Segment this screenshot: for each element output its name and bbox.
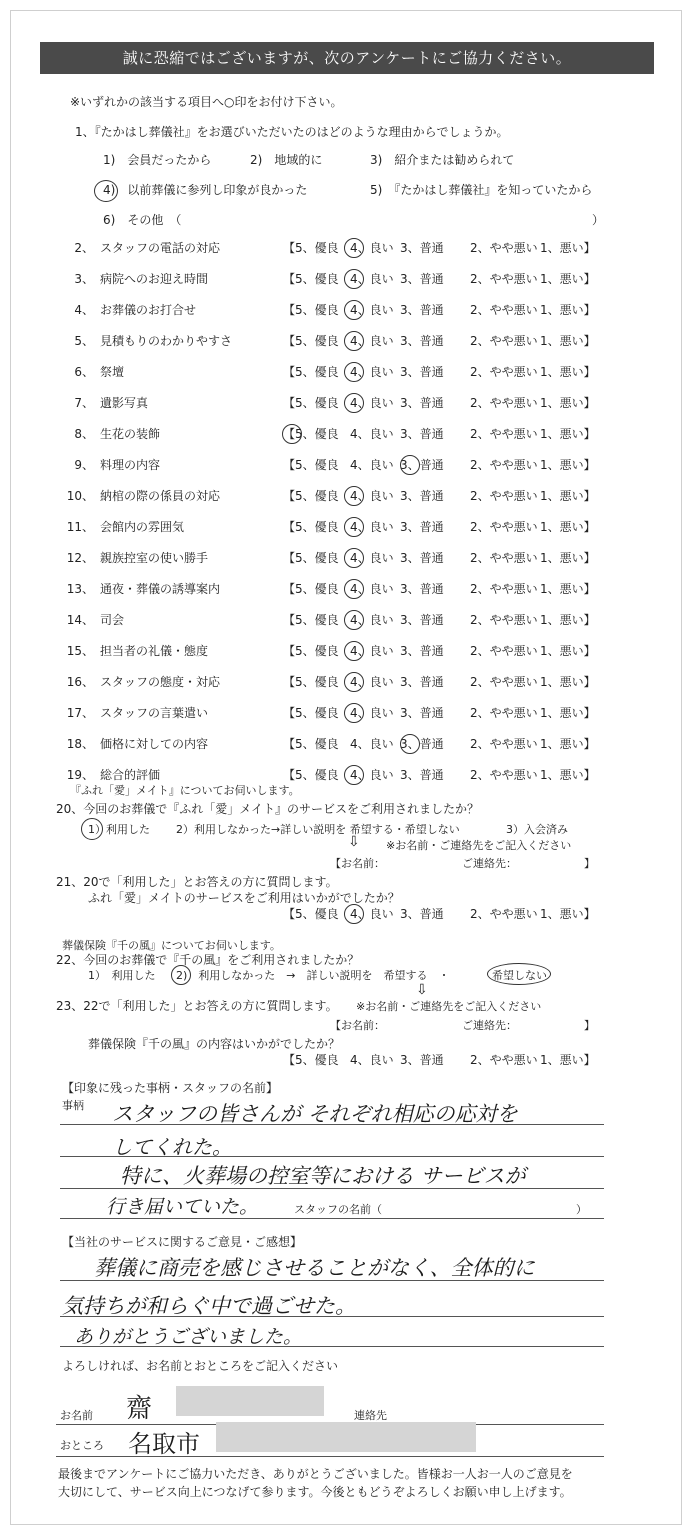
contact-address-value: 名取市 (128, 1430, 200, 1458)
rating-number: 8、 (74, 427, 94, 441)
rating-scale-c4: 4、良い (350, 303, 394, 317)
down-arrow-icon: ⇩ (416, 982, 428, 998)
rating-scale-c2: 2、やや悪い (470, 272, 538, 286)
rating-scale-c2: 2、やや悪い (470, 551, 538, 565)
insurance-intro: 葬儀保険『千の風』についてお伺いします。 (62, 939, 281, 952)
rating-number: 9、 (74, 458, 94, 472)
impression-line-4: 行き届いていた。 (106, 1196, 259, 1218)
rating-scale-c3: 3、普通 (400, 706, 444, 720)
q1-option-1: 1) 会員だったから (103, 153, 212, 167)
rating-number: 16、 (66, 675, 94, 689)
friend-intro: 『ふれ「愛」メイト』についてお伺いします。 (70, 784, 300, 797)
rating-scale-close: 1、悪い】 (540, 427, 596, 441)
rating-scale-c3: 3、普通 (400, 458, 444, 472)
contact-name-value: 齋 (126, 1394, 153, 1424)
rating-scale-c4: 4、良い (350, 520, 394, 534)
rating-scale-open: 【5、優良 (283, 427, 339, 441)
rating-scale-c3: 3、普通 (400, 427, 444, 441)
rating-scale-open: 【5、優良 (283, 613, 339, 627)
rating-scale-c3: 3、普通 (400, 365, 444, 379)
q1-option-2: 2) 地域的に (250, 153, 323, 167)
rating-scale-open: 【5、優良 (283, 737, 339, 751)
rating-scale-close: 1、悪い】 (540, 365, 596, 379)
redaction-box (216, 1422, 476, 1452)
instruction: ※いずれかの該当する項目へ○印をお付け下さい。 (70, 95, 343, 109)
rating-scale-c2: 2、やや悪い (470, 458, 538, 472)
rating-scale-open: 【5、優良 (283, 365, 339, 379)
q21-scale-c2: 2、やや悪い (470, 907, 538, 921)
rating-scale-close: 1、悪い】 (540, 551, 596, 565)
q21-subquestion: ふれ「愛」メイトのサービスをご利用はいかがでしたか？ (88, 891, 400, 905)
q20-name-label: 【お名前： (330, 857, 385, 870)
rating-number: 12、 (66, 551, 94, 565)
rating-scale-c2: 2、やや悪い (470, 582, 538, 596)
rating-label: 見積もりのわかりやすさ (100, 334, 233, 348)
writing-line (60, 1280, 604, 1281)
rating-scale-c3: 3、普通 (400, 241, 444, 255)
q1-option-5: 5) 『たかはし葬儀社』を知っていたから (370, 183, 593, 197)
rating-scale-c4: 4、良い (350, 706, 394, 720)
q21-scale-open: 【5、優良 (283, 907, 339, 921)
q23-name-label: 【お名前： (330, 1019, 385, 1032)
rating-scale-c4: 4、良い (350, 458, 394, 472)
rating-scale-c4: 4、良い (350, 365, 394, 379)
rating-scale-open: 【5、優良 (283, 582, 339, 596)
rating-scale-c2: 2、やや悪い (470, 706, 538, 720)
rating-scale-close: 1、悪い】 (540, 334, 596, 348)
rating-number: 14、 (66, 613, 94, 627)
rating-scale-c3: 3、普通 (400, 303, 444, 317)
rating-scale-c4: 4、良い (350, 272, 394, 286)
rating-number: 4、 (74, 303, 94, 317)
writing-line (60, 1316, 604, 1317)
rating-scale-c2: 2、やや悪い (470, 737, 538, 751)
rating-scale-open: 【5、優良 (283, 303, 339, 317)
rating-scale-c3: 3、普通 (400, 272, 444, 286)
rating-scale-c3: 3、普通 (400, 768, 444, 782)
rating-number: 17、 (66, 706, 94, 720)
rating-label: スタッフの電話の対応 (100, 241, 221, 255)
impression-line-3: 特に、火葬場の控室等における サービスが (120, 1164, 526, 1188)
survey-header: 誠に恐縮ではございますが、次のアンケートにご協力ください。 (40, 42, 654, 74)
rating-scale-c2: 2、やや悪い (470, 489, 538, 503)
selection-circle (344, 548, 364, 568)
rating-scale-c4: 4、良い (350, 768, 394, 782)
rating-label: 納棺の際の係員の対応 (100, 489, 221, 503)
rating-scale-open: 【5、優良 (283, 551, 339, 565)
q20-close: 】 (584, 857, 595, 870)
selection-circle (344, 904, 364, 924)
rating-number: 10、 (66, 489, 94, 503)
impression-line-1: スタッフの皆さんが それぞれ相応の応対を (112, 1102, 518, 1126)
rating-scale-close: 1、悪い】 (540, 272, 596, 286)
rating-label: 通夜・葬儀の誘導案内 (100, 582, 221, 596)
rating-scale-c4: 4、良い (350, 334, 394, 348)
contact-prompt: よろしければ、お名前とおところをご記入ください (62, 1359, 339, 1373)
rating-scale-c3: 3、普通 (400, 675, 444, 689)
q21-scale-c3: 3、普通 (400, 907, 444, 921)
rating-scale-c2: 2、やや悪い (470, 427, 538, 441)
rating-scale-c4: 4、良い (350, 396, 394, 410)
rating-scale-open: 【5、優良 (283, 768, 339, 782)
q22-question: 22、今回のお葬儀で『千の風』をご利用されましたか？ (56, 953, 360, 967)
rating-scale-close: 1、悪い】 (540, 675, 596, 689)
rating-scale-close: 1、悪い】 (540, 520, 596, 534)
opinion-heading: 【当社のサービスに関するご意見・ご感想】 (62, 1235, 303, 1249)
rating-scale-c2: 2、やや悪い (470, 768, 538, 782)
q20-option-2: 2）利用しなかった→詳しい説明を 希望する・希望しない (176, 823, 460, 836)
rating-scale-c3: 3、普通 (400, 582, 444, 596)
q1-question: 1、『たかはし葬儀社』をお選びいただいたのはどのような理由からでしょうか。 (75, 125, 509, 139)
q1-option-4: 4) 以前葬儀に参列し印象が良かった (103, 183, 308, 197)
rating-scale-c3: 3、普通 (400, 644, 444, 658)
rating-label: 担当者の礼儀・態度 (100, 644, 209, 658)
rating-number: 2、 (74, 241, 94, 255)
rating-scale-c3: 3、普通 (400, 520, 444, 534)
q23-contact-note: ※お名前・ご連絡先をご記入ください (356, 1000, 542, 1013)
rating-number: 3、 (74, 272, 94, 286)
q23-question: 23、22で「利用した」とお答えの方に質問します。 (56, 999, 338, 1013)
rating-scale-c2: 2、やや悪い (470, 303, 538, 317)
q20-option-1: 1）利用した (88, 823, 150, 836)
footer-line-2: 大切にして、サービス向上につなげて参ります。今後ともどうぞよろしくお願い申し上げます。 (58, 1485, 572, 1499)
selection-circle (400, 455, 420, 475)
q22-option-2: 2) 利用しなかった → 詳しい説明を 希望する ・ (176, 969, 450, 982)
rating-scale-c4: 4、良い (350, 737, 394, 751)
rating-scale-close: 1、悪い】 (540, 489, 596, 503)
q21-scale-close: 1、悪い】 (540, 907, 596, 921)
rating-label: 総合的評価 (100, 768, 161, 782)
rating-label: 生花の装飾 (100, 427, 161, 441)
writing-line (60, 1346, 604, 1347)
selection-circle (344, 641, 364, 661)
rating-label: 親族控室の使い勝手 (100, 551, 209, 565)
rating-scale-c4: 4、良い (350, 582, 394, 596)
rating-scale-c4: 4、良い (350, 551, 394, 565)
selection-circle (344, 579, 364, 599)
rating-scale-open: 【5、優良 (283, 675, 339, 689)
rating-scale-close: 1、悪い】 (540, 582, 596, 596)
rating-scale-c4: 4、良い (350, 675, 394, 689)
rating-scale-c3: 3、普通 (400, 489, 444, 503)
q21-question: 21、20で「利用した」とお答えの方に質問します。 (56, 875, 338, 889)
impression-heading: 【印象に残った事柄・スタッフの名前】 (62, 1081, 279, 1095)
rating-scale-open: 【5、優良 (283, 644, 339, 658)
selection-circle (344, 610, 364, 630)
selection-circle (344, 300, 364, 320)
q23-scale-c2: 2、やや悪い (470, 1053, 538, 1067)
rating-label: お葬儀のお打合せ (100, 303, 197, 317)
rating-scale-close: 1、悪い】 (540, 613, 596, 627)
rating-scale-c2: 2、やや悪い (470, 613, 538, 627)
impression-line-2: してくれた。 (112, 1135, 232, 1159)
rating-number: 19、 (66, 768, 94, 782)
impression-label: 事柄 (62, 1099, 84, 1112)
rating-label: 祭壇 (100, 365, 125, 379)
rating-number: 13、 (66, 582, 94, 596)
rating-scale-c4: 4、良い (350, 427, 394, 441)
rating-scale-c3: 3、普通 (400, 551, 444, 565)
opinion-line-1: 葬儀に商売を感じさせることがなく、全体的に (94, 1256, 535, 1280)
selection-circle (400, 734, 420, 754)
rating-scale-close: 1、悪い】 (540, 737, 596, 751)
rating-label: スタッフの態度・対応 (100, 675, 221, 689)
rating-scale-open: 【5、優良 (283, 489, 339, 503)
rating-scale-c3: 3、普通 (400, 334, 444, 348)
redaction-box (176, 1386, 324, 1416)
footer-line-1: 最後までアンケートにご協力いただき、ありがとうございました。皆様お一人お一人のご意見を (58, 1467, 573, 1481)
rating-number: 7、 (74, 396, 94, 410)
selection-circle (344, 393, 364, 413)
rating-label: 遺影写真 (100, 396, 149, 410)
rating-label: 司会 (100, 613, 125, 627)
rating-number: 6、 (74, 365, 94, 379)
opinion-line-3: ありがとうございました。 (74, 1326, 303, 1348)
rating-label: 病院へのお迎え時間 (100, 272, 209, 286)
q23-scale-open: 【5、優良 (283, 1053, 339, 1067)
contact-renraku-label: 連絡先 (354, 1409, 387, 1422)
rating-number: 5、 (74, 334, 94, 348)
selection-circle (344, 672, 364, 692)
q23-close: 】 (584, 1019, 595, 1032)
q22-option-1: 1） 利用した (88, 969, 156, 982)
rating-scale-open: 【5、優良 (283, 272, 339, 286)
rating-label: スタッフの言葉遣い (100, 706, 209, 720)
q23-scale-close: 1、悪い】 (540, 1053, 596, 1067)
rating-scale-c2: 2、やや悪い (470, 675, 538, 689)
staff-name-close: ） (576, 1203, 587, 1216)
rating-scale-c4: 4、良い (350, 613, 394, 627)
rating-number: 15、 (66, 644, 94, 658)
rating-scale-c2: 2、やや悪い (470, 365, 538, 379)
rating-scale-open: 【5、優良 (283, 396, 339, 410)
rating-scale-open: 【5、優良 (283, 334, 339, 348)
rating-scale-c2: 2、やや悪い (470, 644, 538, 658)
rating-label: 会館内の雰囲気 (100, 520, 185, 534)
rating-scale-c3: 3、普通 (400, 737, 444, 751)
q1-option-6: 6) その他 （ (103, 213, 182, 227)
staff-name-label: スタッフの名前（ (294, 1203, 382, 1216)
opinion-line-2: 気持ちが和らぐ中で過ごせた。 (62, 1294, 356, 1318)
writing-line (60, 1218, 604, 1219)
writing-line (60, 1156, 604, 1157)
rating-scale-c2: 2、やや悪い (470, 520, 538, 534)
selection-circle (344, 486, 364, 506)
contact-name-label: お名前 (60, 1409, 93, 1422)
rating-scale-c4: 4、良い (350, 241, 394, 255)
rating-scale-open: 【5、優良 (283, 241, 339, 255)
rating-scale-c2: 2、やや悪い (470, 396, 538, 410)
rating-scale-close: 1、悪い】 (540, 644, 596, 658)
rating-scale-c4: 4、良い (350, 644, 394, 658)
selection-circle (344, 765, 364, 785)
rating-scale-c2: 2、やや悪い (470, 334, 538, 348)
selection-circle (282, 424, 302, 444)
writing-line (56, 1456, 604, 1457)
q23-contact-label: ご連絡先： (462, 1019, 517, 1032)
rating-scale-close: 1、悪い】 (540, 241, 596, 255)
rating-scale-close: 1、悪い】 (540, 458, 596, 472)
q23-scale-c3: 3、普通 (400, 1053, 444, 1067)
q1-option-3: 3) 紹介または勧められて (370, 153, 515, 167)
rating-scale-c3: 3、普通 (400, 396, 444, 410)
rating-scale-c2: 2、やや悪い (470, 241, 538, 255)
q20-question: 20、今回のお葬儀で『ふれ「愛」メイト』のサービスをご利用されましたか？ (56, 802, 480, 816)
rating-scale-c4: 4、良い (350, 489, 394, 503)
selection-circle (344, 703, 364, 723)
selection-circle (344, 517, 364, 537)
rating-scale-close: 1、悪い】 (540, 303, 596, 317)
rating-scale-open: 【5、優良 (283, 706, 339, 720)
q22-option-3: 希望しない (492, 969, 547, 982)
rating-number: 11、 (66, 520, 94, 534)
q1-option-6-close: ） (592, 213, 605, 227)
rating-scale-open: 【5、優良 (283, 458, 339, 472)
q21-scale-c4: 4、良い (350, 907, 394, 921)
selection-circle (344, 269, 364, 289)
rating-label: 料理の内容 (100, 458, 161, 472)
rating-label: 価格に対しての内容 (100, 737, 209, 751)
q20-contact-label: ご連絡先： (462, 857, 517, 870)
q20-contact-note: ※お名前・ご連絡先をご記入ください (386, 839, 572, 852)
down-arrow-icon: ⇩ (348, 834, 360, 850)
rating-scale-open: 【5、優良 (283, 520, 339, 534)
rating-scale-close: 1、悪い】 (540, 706, 596, 720)
q23-scale-c4: 4、良い (350, 1053, 394, 1067)
q23-subquestion: 葬儀保険『千の風』の内容はいかがでしたか？ (88, 1037, 341, 1051)
writing-line (60, 1188, 604, 1189)
selection-circle (344, 362, 364, 382)
rating-scale-c3: 3、普通 (400, 613, 444, 627)
rating-scale-close: 1、悪い】 (540, 396, 596, 410)
rating-scale-close: 1、悪い】 (540, 768, 596, 782)
selection-circle (344, 331, 364, 351)
q20-option-3: 3）入会済み (506, 823, 568, 836)
rating-number: 18、 (66, 737, 94, 751)
writing-line (60, 1124, 604, 1125)
contact-address-label: おところ (60, 1439, 104, 1452)
selection-circle (344, 238, 364, 258)
